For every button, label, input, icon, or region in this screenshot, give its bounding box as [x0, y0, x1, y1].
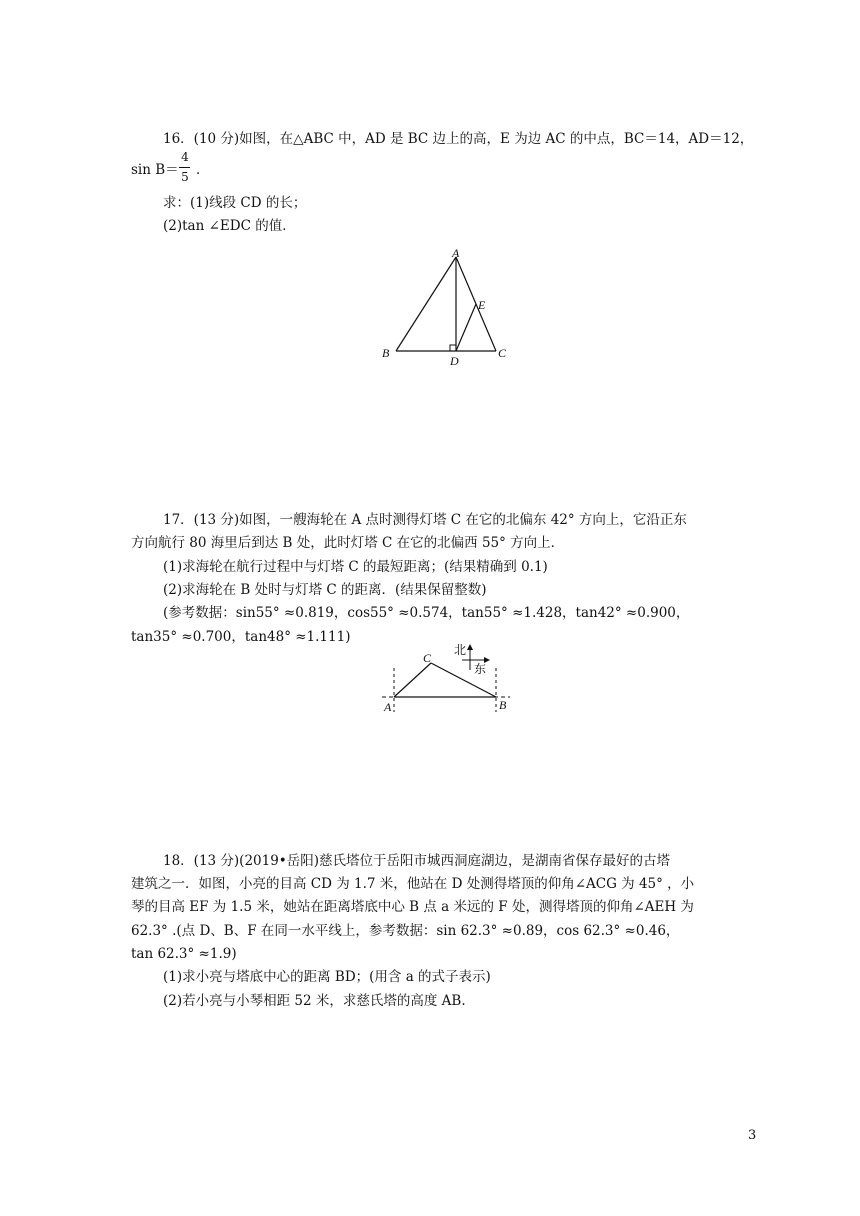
q17-line-3: (1)求海轮在航行过程中与灯塔 C 的最短距离；(结果精确到 0.1): [163, 559, 548, 575]
page-number: 3: [748, 1128, 757, 1143]
q17-line-4: (2)求海轮在 B 处时与灯塔 C 的距离．(结果保留整数): [163, 582, 487, 598]
q18-line-4: 62.3° .(点 D、B、F 在同一水平线上，参考数据：sin 62.3° ≈0.89，cos 62.3° ≈0.46，: [131, 923, 680, 939]
q16-frac-denominator: 5: [181, 170, 189, 184]
q16-line-3: 求：(1)线段 CD 的长；: [163, 195, 307, 211]
label-c: C: [423, 651, 432, 665]
q18-line-3: 琴的目高 EF 为 1.5 米，她站在距离塔底中心 B 点 a 米远的 F 处，测得塔顶的仰角∠AEH 为: [131, 899, 694, 915]
q17-line-2: 方向航行 80 海里后到达 B 处，此时灯塔 C 在它的北偏西 55° 方向上．: [131, 535, 565, 551]
side-ab: [396, 257, 456, 351]
q18-line-7: (2)若小亮与小琴相距 52 米，求慈氏塔的高度 AB.: [163, 993, 466, 1009]
label-north: 北: [454, 643, 467, 657]
segment-cb: [431, 663, 496, 697]
q16-frac-numerator: 4: [181, 150, 189, 164]
q18-line-2: 建筑之一．如图，小亮的目高 CD 为 1.7 米，他站在 D 处测得塔顶的仰角∠ACG 为 45° ，小: [131, 876, 695, 892]
label-east: 东: [474, 662, 487, 676]
q16-sin-suffix: ．: [196, 162, 210, 178]
label-b: B: [382, 346, 390, 360]
q18-line-6: (1)求小亮与塔底中心的距离 BD；(用含 a 的式子表示): [163, 969, 491, 985]
q17-line-6: tan35° ≈0.700，tan48° ≈1.111): [131, 629, 351, 645]
q16-frac-bar: [179, 167, 190, 168]
q16-sin-prefix: sin B＝: [131, 162, 179, 178]
q18-line-1: 18．(13 分)(2019•岳阳)慈氏塔位于岳阳市城西洞庭湖边，是湖南省保存最好的古塔: [163, 853, 671, 869]
q17-ship-figure: [370, 640, 530, 720]
label-c: C: [498, 346, 507, 360]
label-d: D: [450, 354, 459, 368]
label-a: A: [384, 700, 392, 714]
label-e: E: [478, 298, 486, 312]
q18-line-5: tan 62.3° ≈1.9): [131, 946, 237, 962]
q17-line-5: (参考数据：sin55° ≈0.819，cos55° ≈0.574，tan55° ≈1.428，tan42° ≈0.900，: [163, 605, 690, 621]
segment-de: [456, 304, 476, 351]
q16-triangle-figure: [370, 245, 520, 375]
north-arrow-icon: [467, 644, 473, 650]
label-b: B: [499, 698, 507, 712]
label-a: A: [452, 246, 460, 260]
segment-ac: [394, 663, 431, 697]
q17-line-1: 17．(13 分)如图，一艘海轮在 A 点时测得灯塔 C 在它的北偏东 42° 方向上，它沿正东: [163, 512, 687, 528]
q16-line-1: 16．(10 分)如图，在△ABC 中，AD 是 BC 边上的高，E 为边 AC 的中点，BC＝14，AD＝12，: [163, 131, 754, 147]
q16-line-4: (2)tan ∠EDC 的值．: [163, 218, 296, 234]
right-angle-mark: [450, 345, 456, 351]
